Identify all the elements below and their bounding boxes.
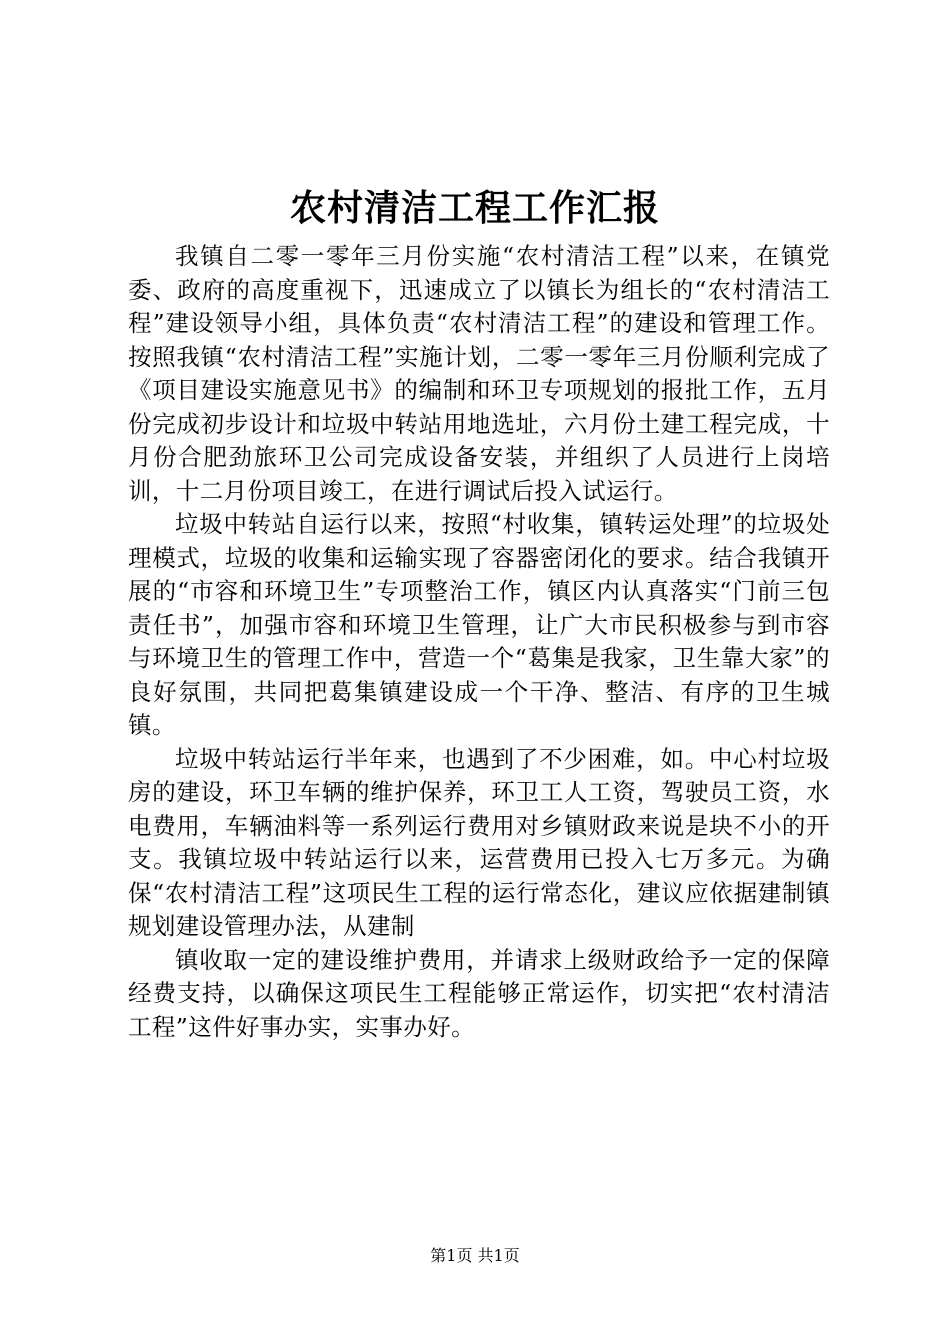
paragraph-4: 镇收取一定的建设维护费用，并请求上级财政给予一定的保障经费支持，以确保这项民生工程能够正常运作，切实把“农村清洁工程”这件好事办实，实事办好。 [128,945,830,1041]
document-body [128,240,830,1044]
paragraph-3: 垃圾中转站运行半年来，也遇到了不少困难，如。中心村垃圾房的建设，环卫车辆的维护保养，环卫工人工资，驾驶员工资，水电费用，车辆油料等一系列运行费用对乡镇财政来说是块不小的开支。我镇垃圾中转站运行以来，运营费用已投入七万多元。为确保“农村清洁工程”这项民生工程的运行常态化，建议应依据建制镇规划建设管理办法，从建制 [128,744,830,940]
document-title: 农村清洁工程工作汇报 [289,187,660,229]
paragraph-1: 我镇自二零一零年三月份实施“农村清洁工程”以来，在镇党委、政府的高度重视下，迅速成立了以镇长为组长的“农村清洁工程”建设领导小组，具体负责“农村清洁工程”的建设和管理工作。按照我镇“农村清洁工程”实施计划，二零一零年三月份顺利完成了《项目建设实施意见书》的编制和环卫专项规划的报批工作，五月份完成初步设计和垃圾中转站用地选址，六月份土建工程完成，十月份合肥劲旅环卫公司完成设备安装，并组织了人员进行上岗培训，十二月份项目竣工，在进行调试后投入试运行。 [128,242,830,505]
paragraph-2: 垃圾中转站自运行以来，按照“村收集，镇转运处理”的垃圾处理模式，垃圾的收集和运输实现了容器密闭化的要求。结合我镇开展的“市容和环境卫生”专项整治工作，镇区内认真落实“门前三包责任书”，加强市容和环境卫生管理，让广大市民积极参与到市容与环境卫生的管理工作中，营造一个“葛集是我家，卫生靠大家”的良好氛围，共同把葛集镇建设成一个干净、整洁、有序的卫生城镇。 [128,510,830,739]
page-number-footer: 第1页 共1页 [430,1246,520,1265]
